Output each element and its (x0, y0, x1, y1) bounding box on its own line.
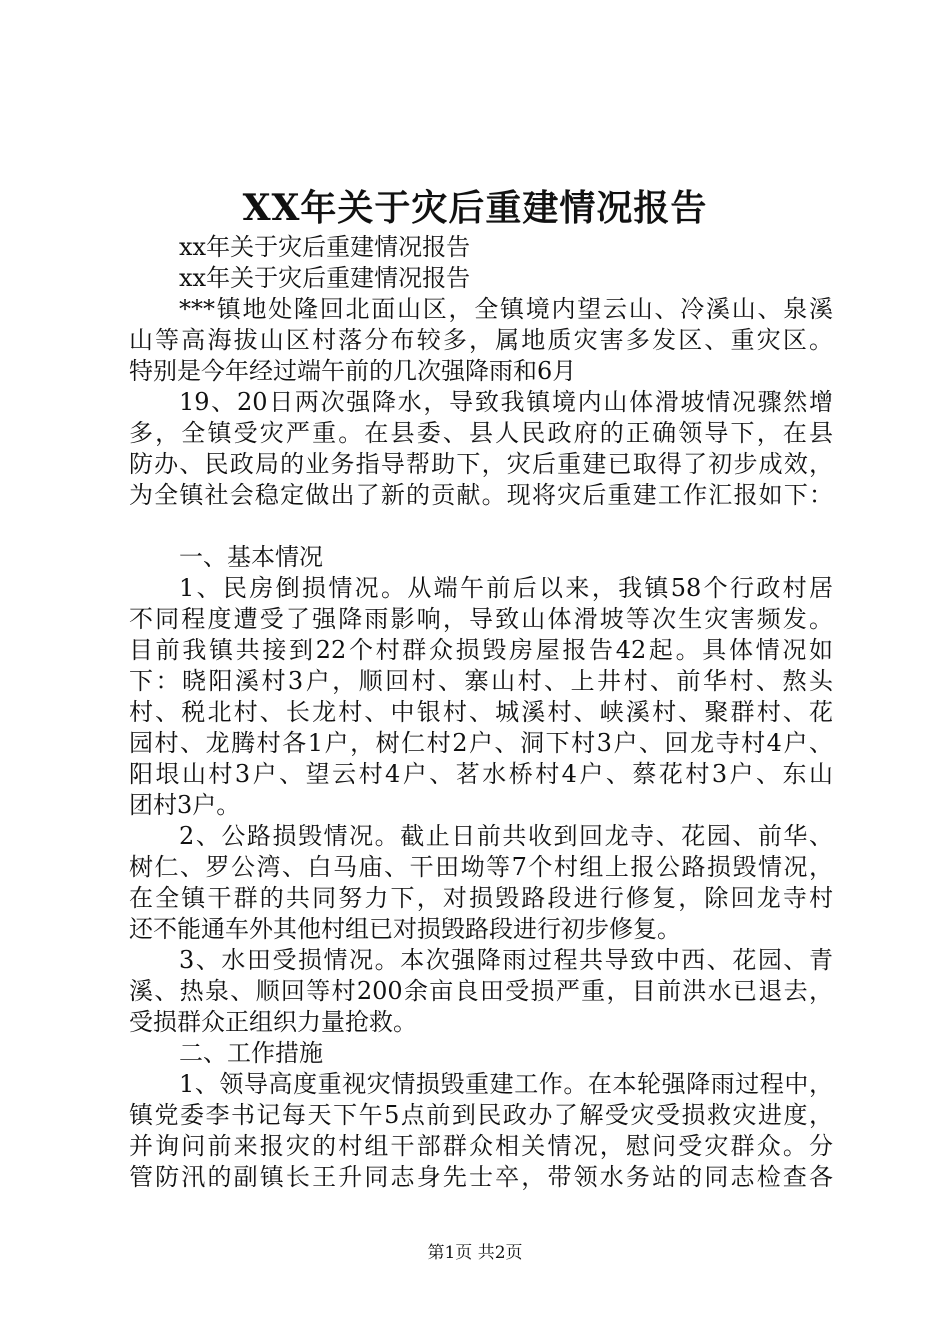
section-heading: 二、工作措施 (179, 1039, 323, 1067)
paragraph-line: 管防汛的副镇长王升同志身先士卒，带领水务站的同志检查各 (129, 1163, 833, 1191)
document-title: XX年关于灾后重建情况报告 (242, 187, 708, 229)
page-number-footer: 第1页 共2页 (427, 1243, 523, 1263)
paragraph-line: 阳垠山村3户、望云村4户、茗水桥村4户、蔡花村3户、东山 (129, 760, 833, 788)
paragraph-line: 还不能通车外其他村组已对损毁路段进行初步修复。 (129, 915, 681, 943)
paragraph-line: 受损群众正组织力量抢救。 (129, 1008, 417, 1036)
paragraph-line: 1、民房倒损情况。从端午前后以来，我镇58个行政村居 (179, 574, 833, 602)
paragraph-line: 在全镇干群的共同努力下，对损毁路段进行修复，除回龙寺村 (129, 884, 833, 912)
paragraph-line: 目前我镇共接到22个村群众损毁房屋报告42起。具体情况如 (129, 636, 833, 664)
paragraph-line: 树仁、罗公湾、白马庙、干田坳等7个村组上报公路损毁情况， (129, 853, 833, 881)
paragraph-line: 溪、热泉、顺回等村200余亩良田受损严重，目前洪水已退去， (129, 977, 833, 1005)
subtitle-line: xx年关于灾后重建情况报告 (179, 233, 471, 261)
paragraph-line: 镇党委李书记每天下午5点前到民政办了解受灾受损救灾进度， (129, 1101, 833, 1129)
paragraph-line: 团村3户。 (129, 791, 241, 819)
paragraph-line: 为全镇社会稳定做出了新的贡献。现将灾后重建工作汇报如下： (129, 481, 833, 509)
paragraph-line: 3、水田受损情况。本次强降雨过程共导致中西、花园、青 (179, 946, 833, 974)
paragraph-line: 村、税北村、长龙村、中银村、城溪村、峡溪村、聚群村、花 (129, 698, 833, 726)
paragraph-line: 并询问前来报灾的村组干部群众相关情况，慰问受灾群众。分 (129, 1132, 833, 1160)
paragraph-line: 特别是今年经过端午前的几次强降雨和6月 (129, 357, 577, 385)
paragraph-line: 1、领导高度重视灾情损毁重建工作。在本轮强降雨过程中， (179, 1070, 833, 1098)
paragraph-line: 下：晓阳溪村3户，顺回村、寨山村、上井村、前华村、熬头 (129, 667, 833, 695)
paragraph-line: 防办、民政局的业务指导帮助下，灾后重建已取得了初步成效， (129, 450, 833, 478)
subtitle-line: xx年关于灾后重建情况报告 (179, 264, 471, 292)
document-body (129, 232, 833, 1193)
paragraph-line: 园村、龙腾村各1户，树仁村2户、洞下村3户、回龙寺村4户、 (129, 729, 833, 757)
paragraph-line: 2、公路损毁情况。截止日前共收到回龙寺、花园、前华、 (179, 822, 833, 850)
paragraph-line: 19、20日两次强降水，导致我镇境内山体滑坡情况骤然增 (179, 388, 833, 416)
paragraph-line: 不同程度遭受了强降雨影响，导致山体滑坡等次生灾害频发。 (129, 605, 833, 633)
paragraph-line: ***镇地处隆回北面山区，全镇境内望云山、冷溪山、泉溪 (179, 295, 833, 323)
paragraph-line: 山等高海拔山区村落分布较多，属地质灾害多发区、重灾区。 (129, 326, 833, 354)
section-heading: 一、基本情况 (179, 543, 323, 571)
paragraph-line: 多，全镇受灾严重。在县委、县人民政府的正确领导下，在县 (129, 419, 833, 447)
blank-line (129, 511, 833, 542)
